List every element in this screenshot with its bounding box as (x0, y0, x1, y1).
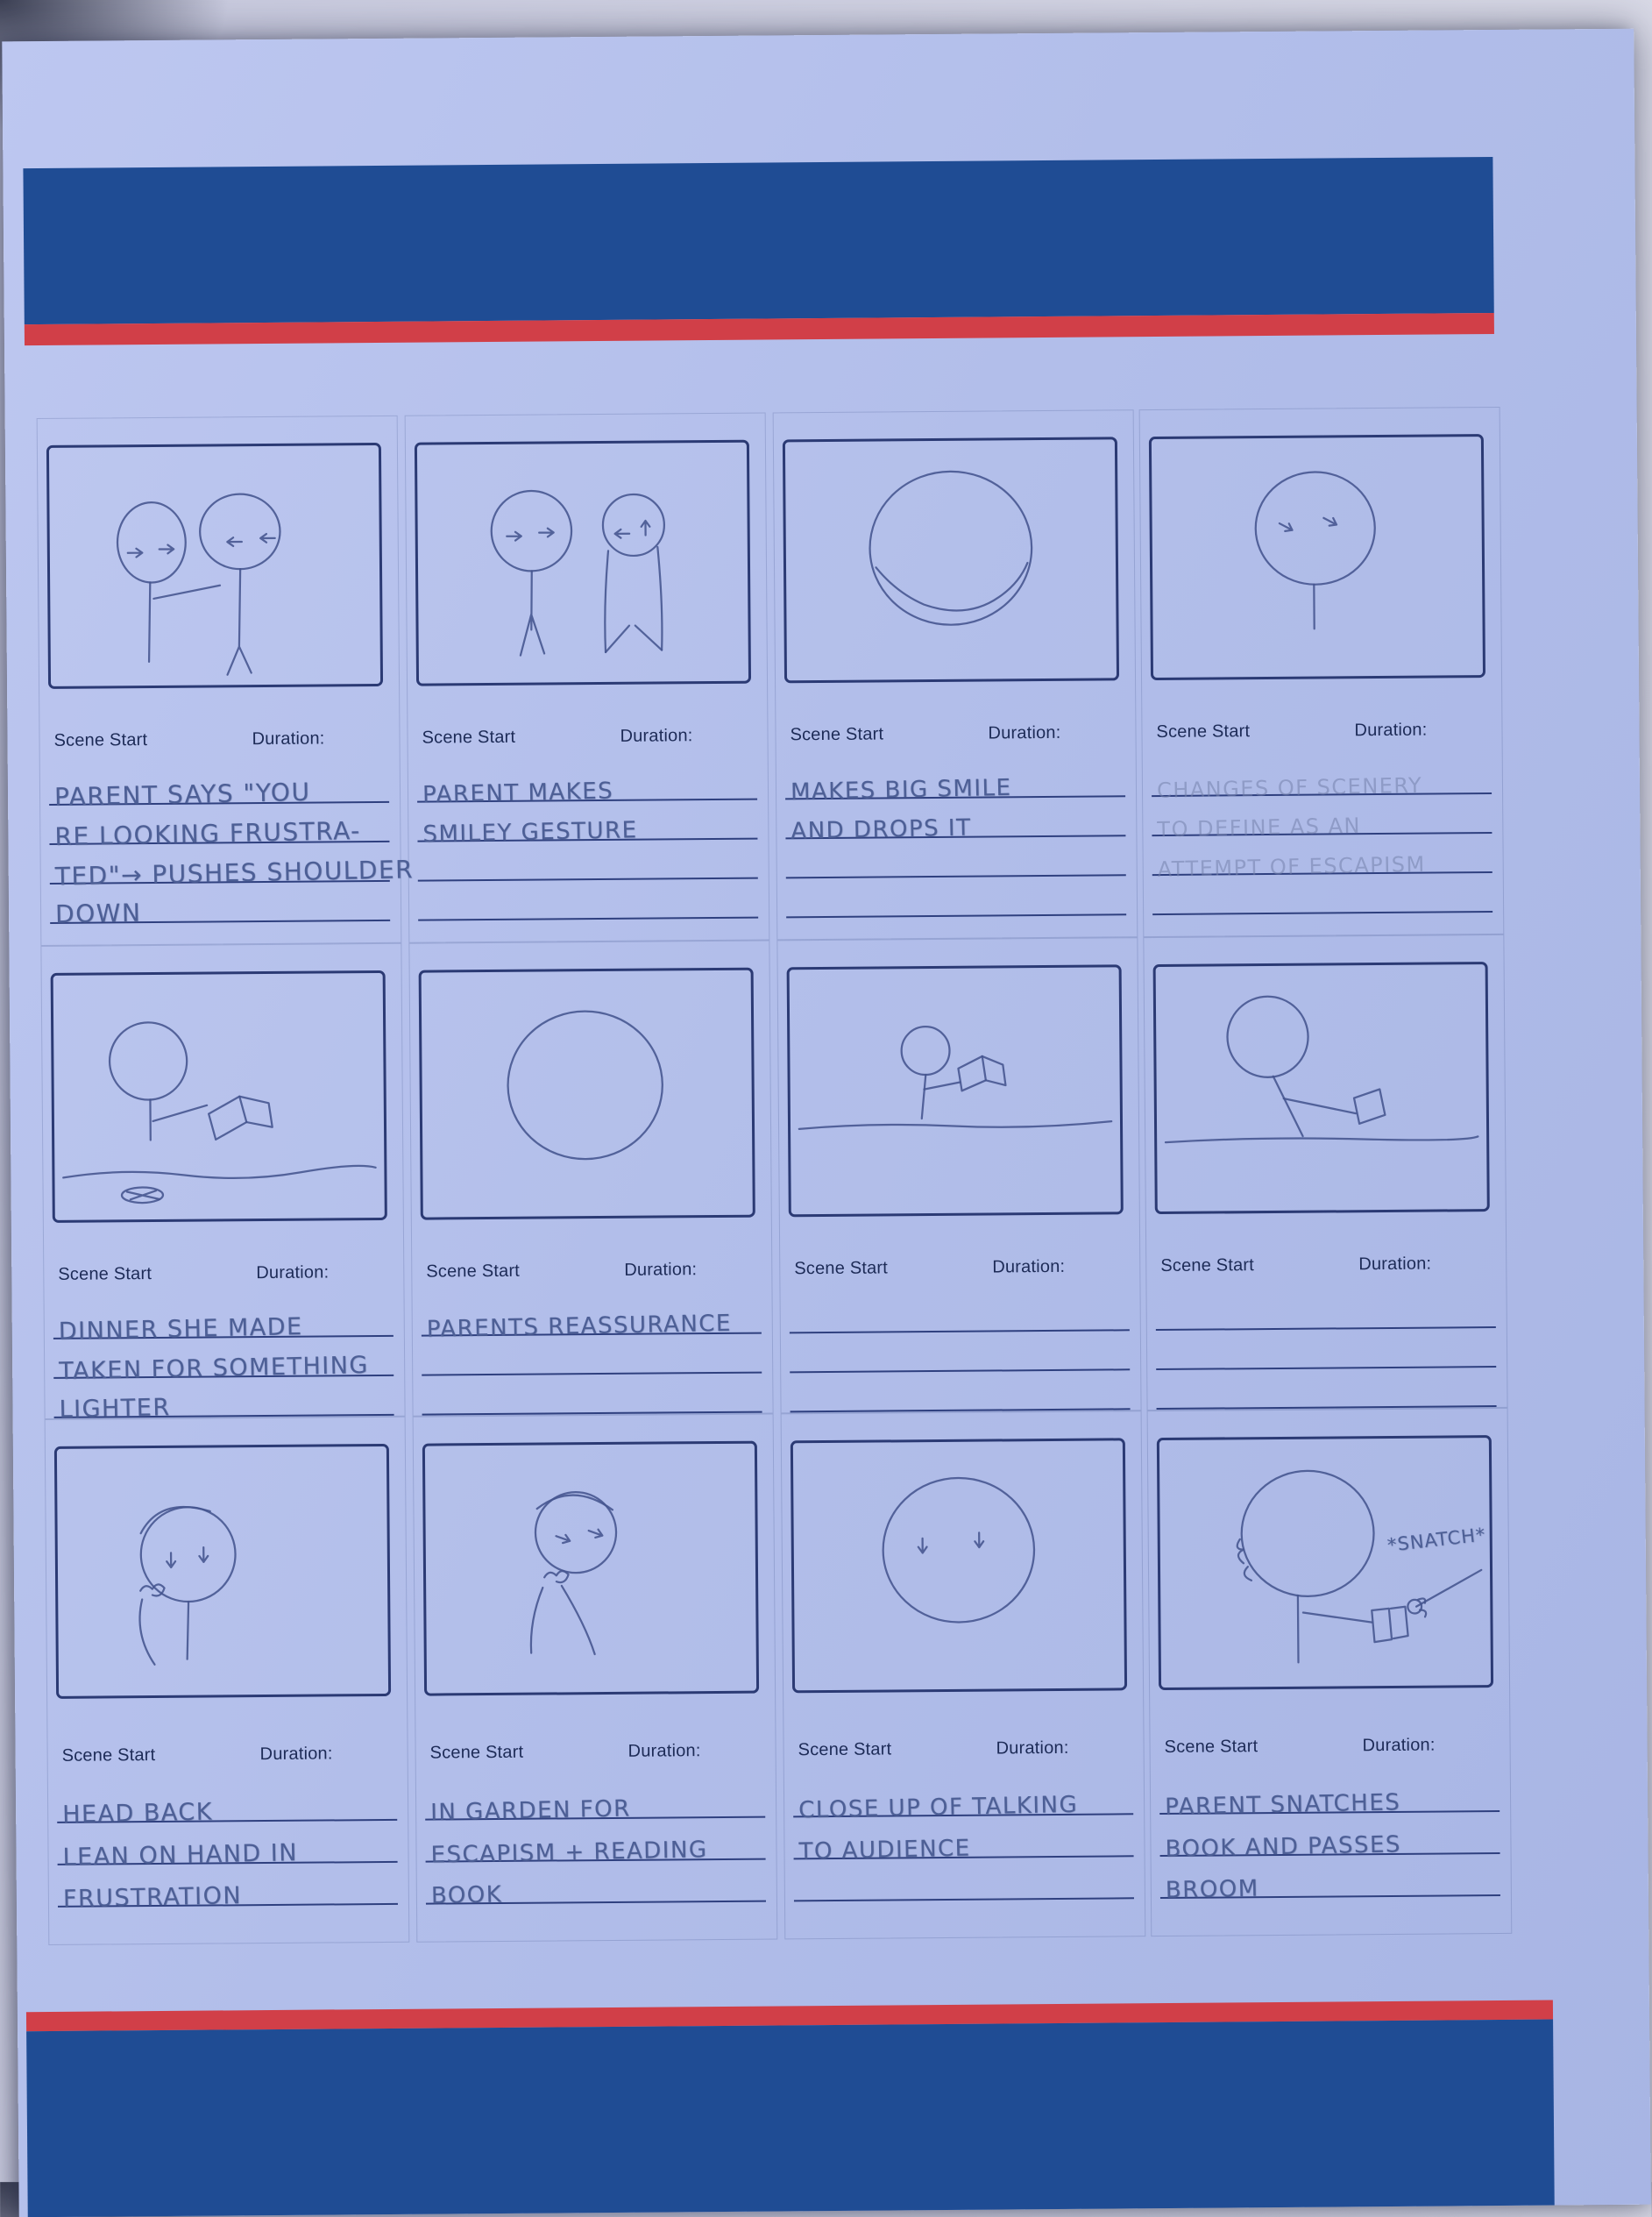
note-line (425, 1818, 765, 1869)
sketch-blank-face-circle (422, 970, 753, 1218)
scene-start-label: Scene Start (794, 1258, 889, 1279)
note-line (1156, 1328, 1496, 1370)
note-line (422, 1295, 762, 1343)
sketch-head-hand-on-chin-looking-aside (425, 1444, 756, 1694)
storyboard-cell (1139, 407, 1505, 937)
header-bar (23, 157, 1493, 324)
note-line (790, 1331, 1130, 1373)
note-line (785, 836, 1125, 878)
scene-start-label: Scene Start (790, 724, 884, 745)
handwritten-note: BOOK AND PASSES (1165, 1831, 1402, 1863)
snatch-annotation: *SNATCH* (1386, 1524, 1487, 1556)
handwritten-note: ATTEMPT OF ESCAPISM (1157, 851, 1426, 882)
note-line (422, 1334, 762, 1376)
scene-frame (1149, 434, 1485, 680)
storyboard-cell (408, 941, 773, 1417)
note-line (53, 1297, 394, 1346)
sketch-figure-reading-at-dinner-table (53, 973, 385, 1220)
scene-frame (415, 440, 751, 686)
sketch-figure-reading-book-outdoors (790, 967, 1121, 1214)
note-line (785, 757, 1125, 806)
note-line (785, 797, 1125, 845)
sketch-close-up-face-eyes-down (793, 1440, 1124, 1690)
scene-start-label: Scene Start (426, 1261, 521, 1282)
note-line (1159, 1770, 1500, 1821)
note-line (418, 879, 758, 921)
handwritten-note: TED"→ PUSHES SHOULDER (54, 855, 415, 892)
handwritten-note: HEAD BACK (61, 1798, 214, 1829)
duration-label: Duration: (256, 1262, 330, 1283)
scene-frame (422, 1441, 759, 1696)
storyboard-sheet (2, 29, 1650, 2217)
note-line (786, 876, 1126, 918)
duration-label: Duration: (627, 1741, 701, 1761)
handwritten-note: RE LOOKING FRUSTRA- (54, 816, 361, 852)
scene-start-label: Scene Start (53, 730, 148, 750)
handwritten-note: TAKEN FOR SOMETHING (58, 1351, 370, 1386)
duration-label: Duration: (259, 1744, 333, 1765)
scene-frame (791, 1438, 1127, 1693)
handwritten-note: ESCAPISM + READING (430, 1837, 708, 1869)
sketch-parent-snatches-book-passes-broom (1159, 1438, 1491, 1688)
note-line (793, 1773, 1133, 1824)
note-line (1159, 1812, 1500, 1863)
scene-start-label: Scene Start (429, 1742, 524, 1763)
handwritten-note: PARENT SAYS "YOU (53, 777, 311, 812)
storyboard-cell (776, 937, 1141, 1413)
handwritten-note: PARENT SNATCHES (1164, 1789, 1401, 1821)
scene-start-label: Scene Start (1164, 1737, 1258, 1757)
note-line (1156, 1289, 1496, 1331)
scene-start-label: Scene Start (58, 1264, 152, 1284)
note-line (425, 1776, 765, 1826)
note-line (49, 803, 389, 852)
handwritten-note: LEAN ON HAND IN (62, 1839, 299, 1872)
note-line (1152, 834, 1492, 882)
sketch-big-smile-face (785, 439, 1117, 680)
handwritten-note: CLOSE UP OF TALKING (798, 1791, 1079, 1824)
note-line (53, 1376, 394, 1424)
note-line (58, 1863, 398, 1914)
note-line (1152, 873, 1492, 915)
footer-bar (26, 2020, 1555, 2217)
handwritten-note: PARENTS REASSURANCE (426, 1310, 733, 1343)
duration-label: Duration: (988, 722, 1061, 743)
scene-start-label: Scene Start (422, 727, 516, 748)
handwritten-note: LIGHTER (59, 1394, 171, 1424)
note-line (57, 1821, 397, 1872)
scene-start-label: Scene Start (1156, 721, 1251, 743)
storyboard-cell (1147, 1408, 1513, 1936)
note-line (53, 1337, 394, 1386)
note-line (1156, 1368, 1496, 1410)
scene-frame (46, 443, 383, 689)
duration-label: Duration: (624, 1260, 698, 1280)
note-line (417, 840, 757, 882)
storyboard-cell (40, 943, 405, 1424)
note-line (417, 800, 757, 849)
note-line (794, 1857, 1134, 1901)
note-line (793, 1815, 1133, 1865)
duration-label: Duration: (1358, 1254, 1432, 1275)
duration-label: Duration: (252, 728, 325, 750)
storyboard-cell (413, 1413, 778, 1942)
scene-frame (1153, 962, 1490, 1214)
note-line (790, 1291, 1130, 1333)
duration-label: Duration: (992, 1256, 1066, 1277)
note-line (1152, 794, 1492, 842)
scene-frame (783, 437, 1119, 683)
storyboard-cell (1143, 934, 1507, 1410)
storyboard-cell (773, 409, 1138, 940)
note-line (426, 1860, 766, 1910)
scene-frame (787, 964, 1124, 1217)
storyboard-cell (37, 416, 415, 946)
handwritten-note: SMILEY GESTURE (422, 817, 638, 849)
duration-label: Duration: (996, 1737, 1069, 1759)
handwritten-note: DINNER SHE MADE (58, 1312, 303, 1346)
handwritten-note: TO AUDIENCE (798, 1835, 971, 1865)
duration-label: Duration: (1354, 720, 1428, 741)
handwritten-note: PARENT MAKES (422, 778, 614, 808)
handwritten-note: BOOK (430, 1881, 503, 1910)
scene-frame (419, 968, 755, 1220)
scene-frame (1157, 1435, 1493, 1690)
note-line (422, 1374, 762, 1416)
note-line (57, 1779, 397, 1829)
handwritten-note: BROOM (1165, 1875, 1259, 1904)
note-line (1160, 1854, 1500, 1904)
storyboard-cell (781, 1410, 1146, 1939)
scene-frame (54, 1444, 391, 1699)
handwritten-note: IN GARDEN FOR (429, 1795, 631, 1826)
handwritten-note: TO DEFINE AS AN (1157, 813, 1362, 842)
note-line (50, 882, 390, 929)
sketch-face-eyes-glancing-aside (1152, 437, 1483, 678)
scene-start-label: Scene Start (61, 1745, 156, 1766)
duration-label: Duration: (1362, 1735, 1436, 1756)
storyboard-cell (405, 413, 770, 943)
sketch-head-back-hand-on-chin (57, 1446, 388, 1696)
handwritten-note: MAKES BIG SMILE (790, 774, 1012, 806)
scene-start-label: Scene Start (1160, 1255, 1255, 1276)
note-line (417, 761, 757, 808)
handwritten-note: DOWN (54, 898, 142, 929)
storyboard-cell (45, 1417, 410, 1945)
note-line (790, 1370, 1130, 1412)
scene-start-label: Scene Start (798, 1739, 892, 1760)
sketch-figure-seated-reading-book (1156, 964, 1487, 1212)
handwritten-note: FRUSTRATION (62, 1882, 243, 1914)
sketch-parent-smiley-gesture (417, 443, 748, 684)
note-line (1152, 755, 1492, 803)
handwritten-note: AND DROPS IT (791, 814, 972, 845)
scene-frame (51, 970, 387, 1223)
note-line (49, 764, 389, 812)
duration-label: Duration: (620, 726, 693, 746)
sketch-two-figures-parent-pushes-shoulder (49, 445, 380, 686)
handwritten-note: CHANGES OF SCENERY (1156, 772, 1423, 803)
note-line (49, 842, 415, 892)
